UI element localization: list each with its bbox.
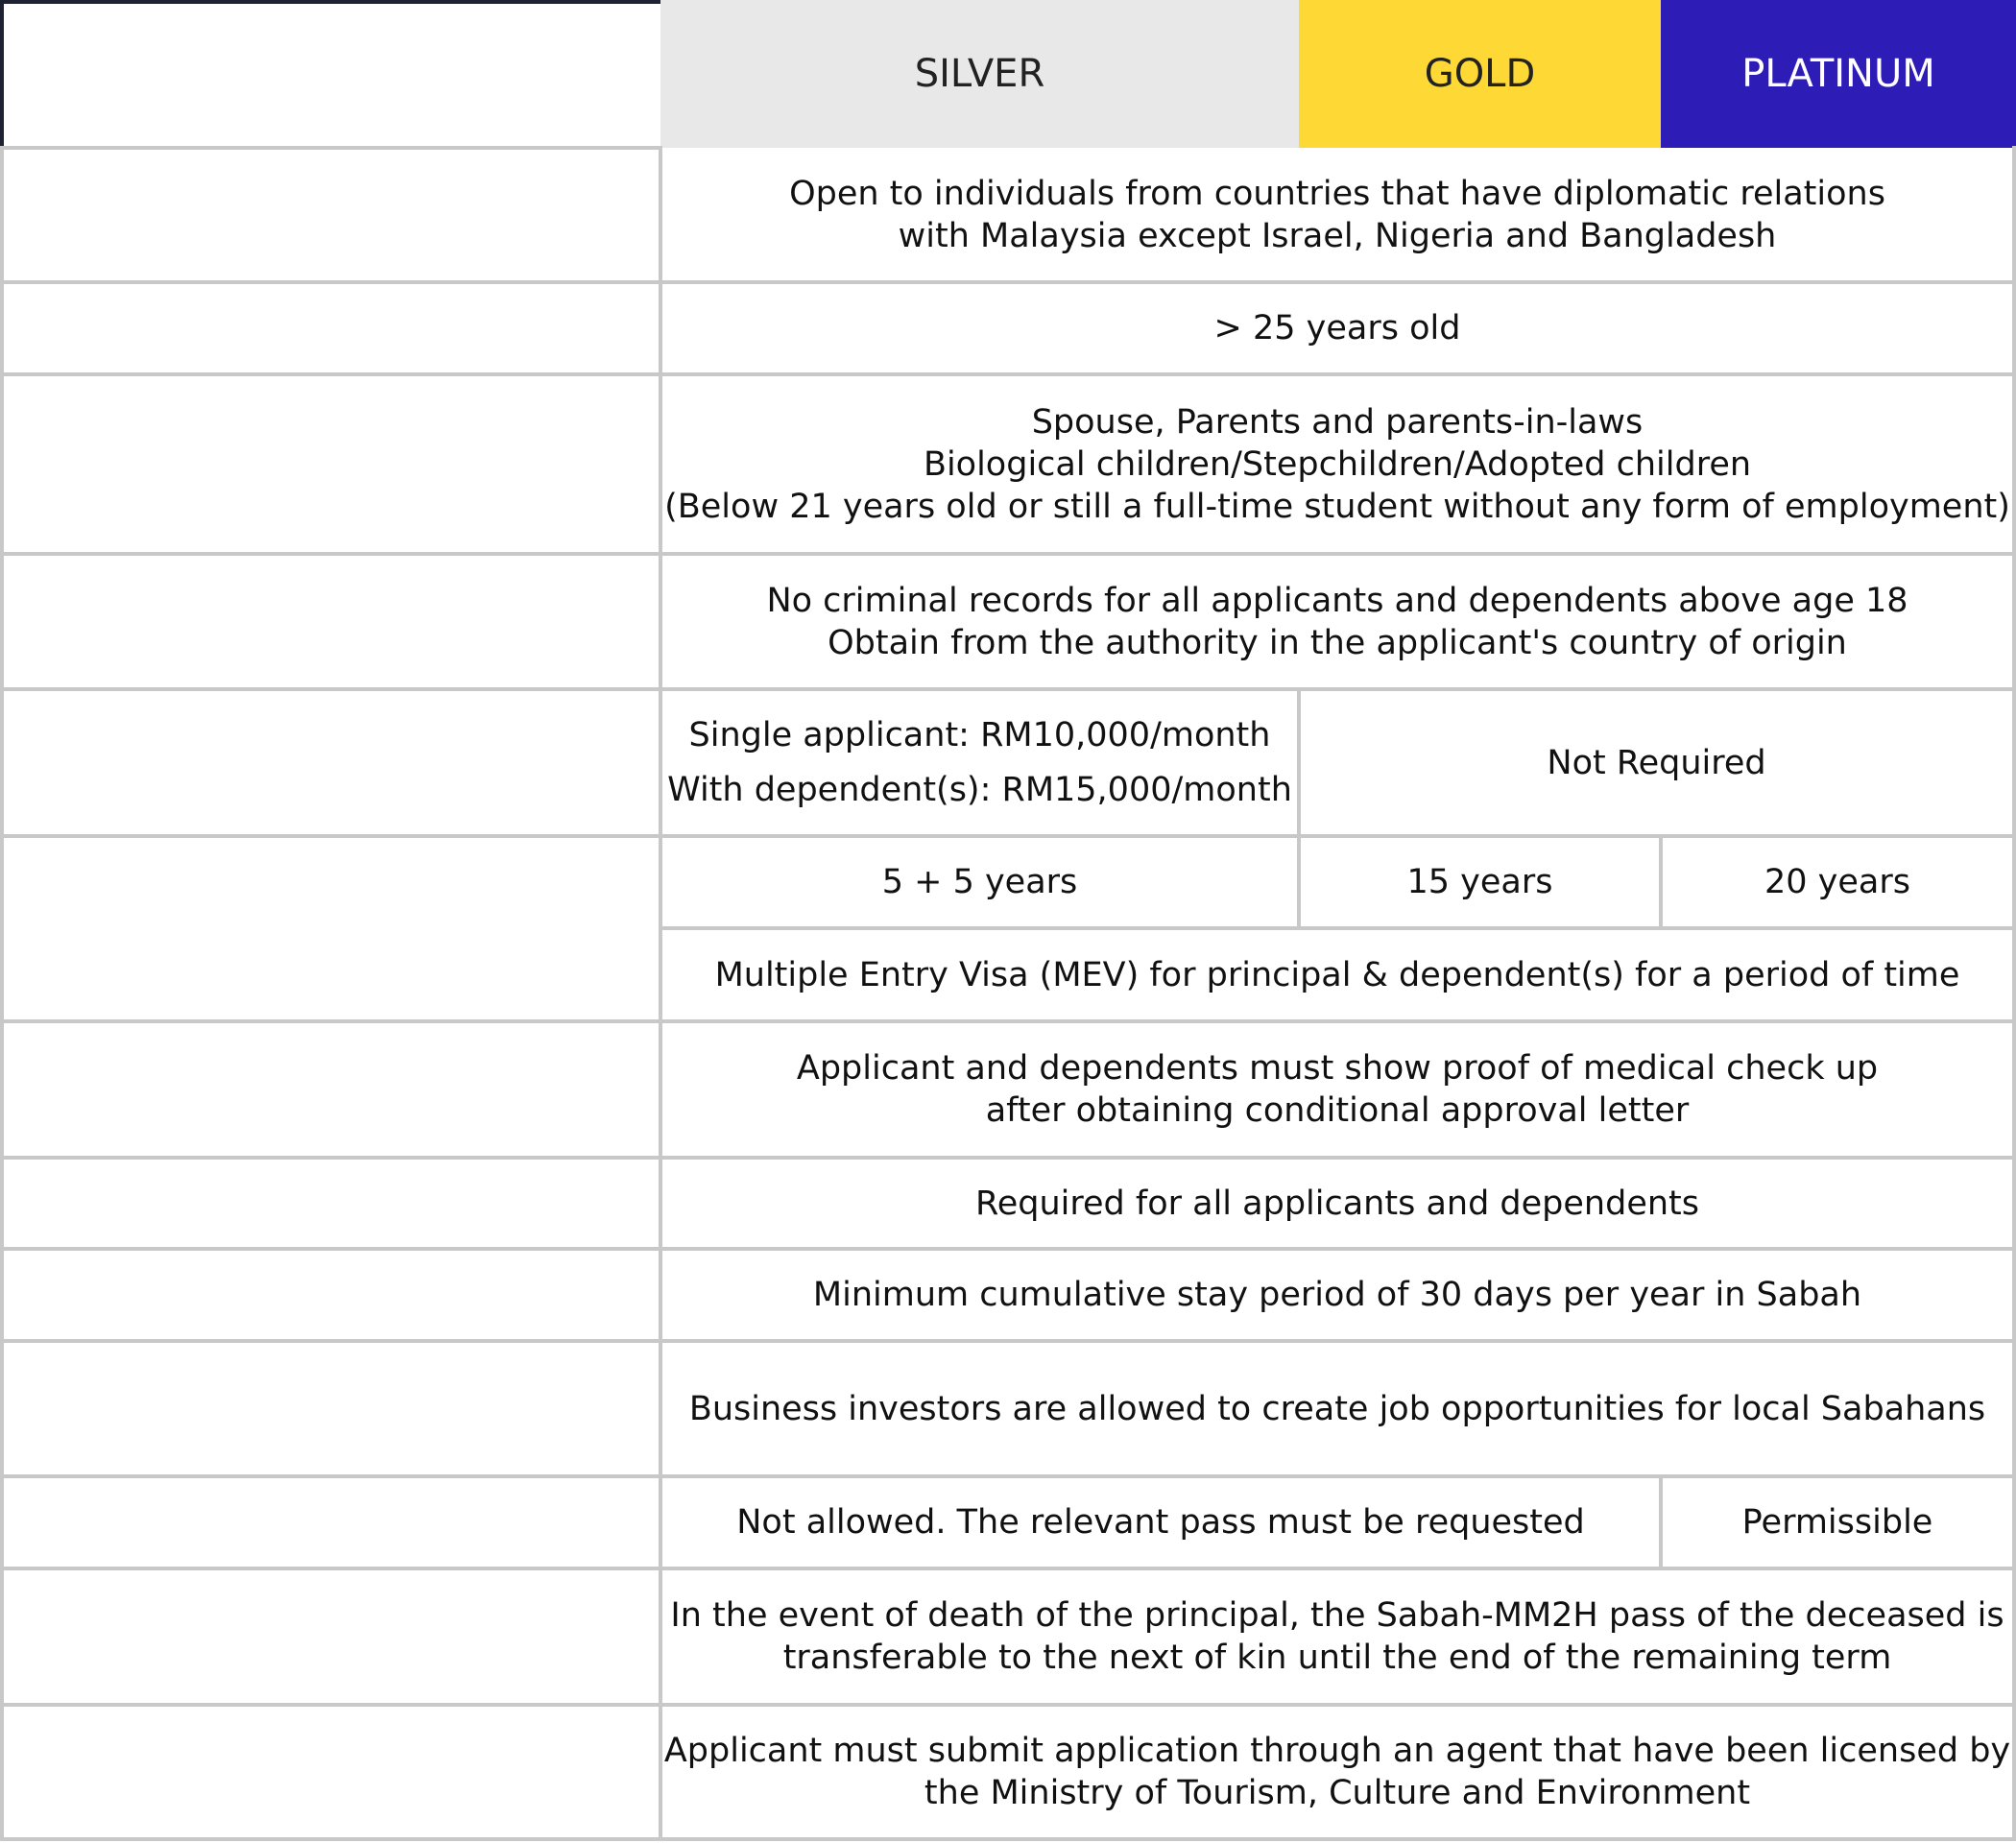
medical-cell: Applicant and dependents must show proof of medical check up after obtaining conditional approval letter <box>796 1049 1879 1130</box>
agent-cell: Applicant must submit application through an agent that have been licensed by the Ministry of Tourism, Culture and Environment <box>663 1732 2011 1812</box>
work-silver-gold-cell: Not allowed. The relevant pass must be requested <box>736 1503 1585 1542</box>
left-border-accent <box>0 0 4 146</box>
visa-cell: Multiple Entry Visa (MEV) for principal & dependent(s) for a period of time <box>714 955 1960 994</box>
insurance-cell: Required for all applicants and dependents <box>974 1184 1699 1223</box>
duration-gold-cell: 15 years <box>1406 863 1553 901</box>
duration-silver-cell: 5 + 5 years <box>881 863 1078 901</box>
age-cell: > 25 years old <box>1213 309 1461 347</box>
dependents-cell: Spouse, Parents and parents-in-laws Biological children/Stepchildren/Adopted children (Below 21 years old or still a full-time student without any form of employment) <box>664 402 2010 526</box>
row-divider <box>0 146 662 150</box>
duration-platinum-cell: 20 years <box>1764 863 1910 901</box>
top-left-border <box>0 0 662 4</box>
header-platinum: PLATINUM <box>1661 0 2016 148</box>
income-silver-cell: Single applicant: RM10,000/month With dependent(s): RM15,000/month <box>667 715 1292 809</box>
stay-period-cell: Minimum cumulative stay period of 30 days per year in Sabah <box>812 1276 1862 1314</box>
business-cell: Business investors are allowed to create job opportunities for local Sabahans <box>688 1389 1986 1428</box>
header-gold: GOLD <box>1299 0 1661 148</box>
income-gold-platinum-cell: Not Required <box>1547 743 1766 782</box>
col-divider-left <box>0 146 4 1841</box>
eligibility-cell: Open to individuals from countries that have diplomatic relations with Malaysia except Israel, Nigeria and Bangladesh <box>789 175 1885 255</box>
work-platinum-cell: Permissible <box>1741 1503 1933 1542</box>
criminal-record-cell: No criminal records for all applicants and dependents above age 18 Obtain from the authority in the applicant's country of origin <box>766 581 1908 662</box>
header-silver: SILVER <box>660 0 1299 148</box>
col-divider-right <box>2012 146 2016 1841</box>
row-divider <box>0 1837 2016 1841</box>
succession-cell: In the event of death of the principal, the Sabah-MM2H pass of the deceased is transferable to the next of kin until the end of the remaining term <box>670 1596 2004 1677</box>
